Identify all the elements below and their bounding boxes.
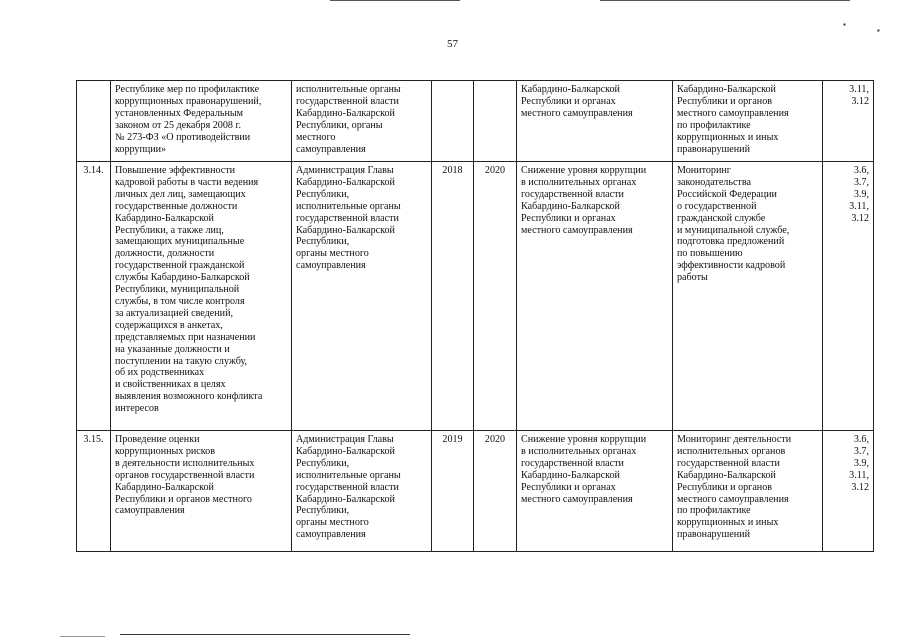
text-line: в исполнительных органах	[521, 445, 637, 457]
item-number: 3.14.	[83, 165, 104, 176]
action-cell	[111, 162, 292, 431]
text-line: Кабардино-Балкарской	[677, 469, 776, 481]
text-line: государственной власти	[296, 481, 399, 493]
text-line: государственной власти	[521, 188, 624, 200]
text-line: государственной гражданской	[115, 260, 245, 272]
text-line: об их родственниках	[115, 367, 205, 379]
text-line: законом от 25 декабря 2008 г.	[115, 119, 241, 131]
text-line: коррупционных и иных	[677, 517, 779, 529]
end-year: 2020	[484, 434, 506, 445]
text-line: по профилактике	[677, 505, 751, 517]
text-line: службы Кабардино-Балкарской	[115, 272, 250, 284]
text-line: государственные должности	[115, 200, 238, 212]
text-line: правонарушений	[677, 143, 750, 155]
text-line: исполнительные органы	[296, 469, 401, 481]
text-line: законодательства	[677, 176, 751, 188]
text-line: 3.6,	[853, 165, 869, 176]
table-body	[77, 81, 874, 552]
text-line: Мониторинг	[677, 165, 731, 176]
text-line: коррупционных рисков	[115, 445, 215, 457]
text-line: поступлении на такую службу,	[115, 355, 248, 367]
end-year-cell	[474, 81, 517, 162]
indicator-refs-cell	[823, 81, 874, 162]
text-line: интересов	[115, 403, 159, 415]
text-line: Российской Федерации	[677, 188, 777, 200]
text-line: и муниципальной службе,	[677, 224, 790, 236]
action-plan-table	[76, 80, 874, 552]
text-line: Республики и органах	[521, 481, 616, 493]
start-year-cell	[432, 431, 474, 552]
expected-result-cell	[517, 81, 673, 162]
text-line: по повышению	[677, 248, 743, 260]
text-line: № 273-ФЗ «О противодействии	[115, 131, 251, 143]
text-line: Республики и органах	[521, 212, 616, 224]
text-line: местного самоуправления	[677, 493, 789, 505]
text-line: подготовка предложений	[677, 236, 785, 248]
start-year: 2018	[442, 165, 463, 176]
text-line: исполнительные органы	[296, 84, 401, 95]
end-year: 2020	[484, 165, 506, 176]
text-line: Республики, муниципальной	[115, 284, 240, 296]
text-line: Кабардино-Балкарской	[296, 176, 395, 188]
text-line: 3.9,	[853, 188, 869, 200]
control-activity-cell	[673, 162, 823, 431]
text-line: органы местного	[296, 248, 369, 260]
text-line: 3.11,	[849, 84, 869, 95]
scan-artifact-bottom-left	[60, 636, 105, 637]
item-number-cell	[77, 162, 111, 431]
scan-artifact-top	[330, 0, 460, 1]
text-line: Повышение эффективности	[115, 165, 236, 176]
text-line: Кабардино-Балкарской	[677, 84, 776, 95]
scan-mark: ▪	[877, 26, 880, 35]
action-cell	[111, 431, 292, 552]
scan-mark: ▪	[843, 20, 846, 29]
text-line: Кабардино-Балкарской	[296, 224, 395, 236]
text-line: Кабардино-Балкарской	[296, 493, 395, 505]
text-line: Республики,	[296, 457, 350, 469]
indicator-refs-cell	[823, 431, 874, 552]
text-line: установленных Федеральным	[115, 107, 244, 119]
executors-cell	[292, 81, 432, 162]
text-line: 3.12	[851, 481, 869, 493]
start-year: 2019	[442, 434, 463, 445]
start-year-cell	[432, 81, 474, 162]
text-line: в исполнительных органах	[521, 176, 637, 188]
table-row	[77, 81, 874, 162]
text-line: Кабардино-Балкарской	[521, 200, 620, 212]
text-line: эффективности кадровой	[677, 260, 786, 272]
control-activity-cell	[673, 81, 823, 162]
text-line: 3.9,	[853, 457, 869, 469]
text-line: гражданской службе	[677, 212, 766, 224]
text-line: Республики и органов местного	[115, 493, 252, 505]
text-line: местного самоуправления	[677, 107, 789, 119]
text-line: местного самоуправления	[521, 224, 633, 236]
action-cell	[111, 81, 292, 162]
text-line: и свойственниках в целях	[115, 379, 226, 391]
text-line: государственной власти	[296, 212, 399, 224]
text-line: Мониторинг деятельности	[677, 434, 792, 445]
item-number-cell	[77, 81, 111, 162]
start-year-cell	[432, 162, 474, 431]
text-line: о государственной	[677, 200, 757, 212]
text-line: органы местного	[296, 517, 369, 529]
text-line: в деятельности исполнительных	[115, 457, 255, 469]
text-line: Республики и органах	[521, 95, 616, 107]
text-line: за актуализацией сведений,	[115, 307, 233, 319]
text-line: самоуправления	[115, 505, 185, 517]
text-line: Администрация Главы	[296, 434, 394, 445]
text-line: 3.12	[851, 95, 869, 107]
text-line: Кабардино-Балкарской	[296, 445, 395, 457]
text-line: службы, в том числе контроля	[115, 295, 245, 307]
text-line: 3.12	[851, 212, 869, 224]
text-line: на указанные должности и	[115, 343, 230, 355]
text-line: Кабардино-Балкарской	[521, 84, 620, 95]
text-line: коррупционных правонарушений,	[115, 95, 262, 107]
text-line: личных дел лиц, замещающих	[115, 188, 246, 200]
end-year-cell	[474, 162, 517, 431]
text-line: Республики, органы	[296, 119, 383, 131]
table-row	[77, 431, 874, 552]
text-line: местного	[296, 131, 336, 143]
text-line: Республики, а также лиц,	[115, 224, 224, 236]
table-row	[77, 162, 874, 431]
text-line: исполнительных органов	[677, 445, 786, 457]
executors-cell	[292, 431, 432, 552]
scan-artifact-bottom	[120, 634, 410, 635]
text-line: Республики,	[296, 236, 350, 248]
text-line: Кабардино-Балкарской	[521, 469, 620, 481]
text-line: Снижение уровня коррупции	[521, 434, 647, 445]
text-line: исполнительные органы	[296, 200, 401, 212]
control-activity-cell	[673, 431, 823, 552]
text-line: государственной власти	[296, 95, 399, 107]
text-line: 3.11,	[849, 469, 869, 481]
text-line: кадровой работы в части ведения	[115, 176, 259, 188]
scan-artifact-top-right	[600, 0, 850, 1]
text-line: представляемых при назначении	[115, 331, 256, 343]
text-line: замещающих муниципальные	[115, 236, 245, 248]
text-line: Республики,	[296, 505, 350, 517]
text-line: Республики,	[296, 188, 350, 200]
text-line: государственной власти	[677, 457, 780, 469]
text-line: самоуправления	[296, 529, 366, 541]
text-line: правонарушений	[677, 529, 750, 541]
text-line: содержащихся в анкетах,	[115, 319, 223, 331]
text-line: Кабардино-Балкарской	[296, 107, 395, 119]
executors-cell	[292, 162, 432, 431]
text-line: самоуправления	[296, 260, 366, 272]
text-line: коррупционных и иных	[677, 131, 779, 143]
text-line: органов государственной власти	[115, 469, 255, 481]
text-line: 3.6,	[853, 434, 869, 445]
text-line: 3.7,	[853, 176, 869, 188]
item-number: 3.15.	[83, 434, 104, 445]
expected-result-cell	[517, 431, 673, 552]
text-line: коррупции»	[115, 143, 167, 155]
text-line: работы	[677, 272, 708, 284]
text-line: Кабардино-Балкарской	[115, 212, 214, 224]
text-line: государственной власти	[521, 457, 624, 469]
text-line: 3.7,	[853, 445, 869, 457]
text-line: Республике мер по профилактике	[115, 84, 260, 95]
item-number-cell	[77, 431, 111, 552]
expected-result-cell	[517, 162, 673, 431]
text-line: Республики и органов	[677, 481, 773, 493]
text-line: местного самоуправления	[521, 107, 633, 119]
text-line: по профилактике	[677, 119, 751, 131]
text-line: 3.11,	[849, 200, 869, 212]
text-line: Кабардино-Балкарской	[115, 481, 214, 493]
text-line: должности, должности	[115, 248, 215, 260]
text-line: Проведение оценки	[115, 434, 200, 445]
text-line: выявления возможного конфликта	[115, 391, 263, 403]
page-number: 57	[447, 38, 458, 50]
text-line: местного самоуправления	[521, 493, 633, 505]
text-line: Республики и органов	[677, 95, 773, 107]
indicator-refs-cell	[823, 162, 874, 431]
text-line: Снижение уровня коррупции	[521, 165, 647, 176]
text-line: самоуправления	[296, 143, 366, 155]
text-line: Администрация Главы	[296, 165, 394, 176]
end-year-cell	[474, 431, 517, 552]
